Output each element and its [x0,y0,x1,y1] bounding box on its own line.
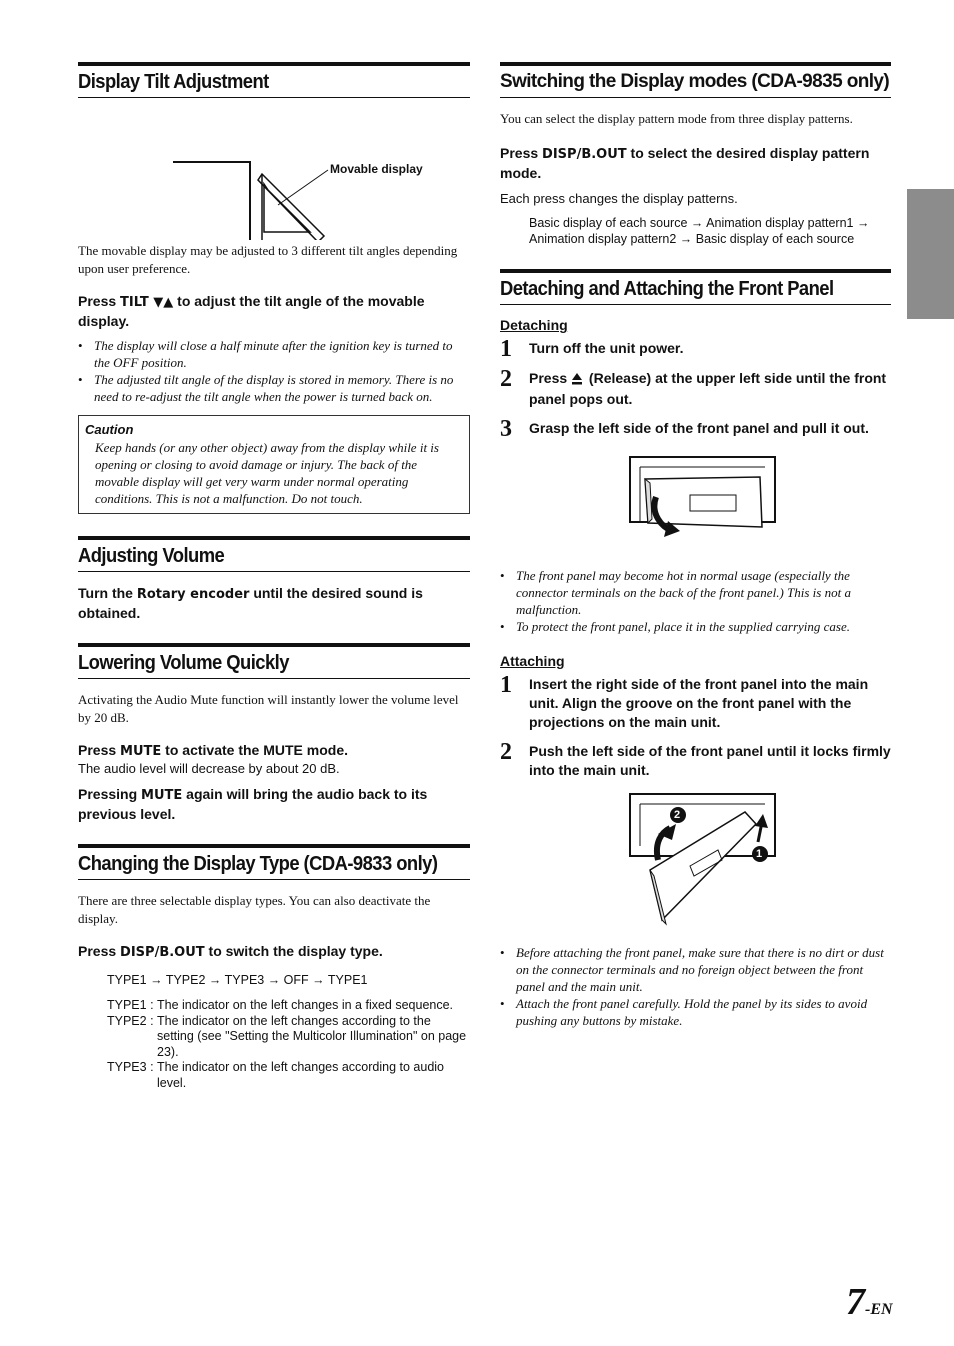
attach-step [500,739,891,780]
step-number: 3 [500,416,512,442]
type-key: TYPE2 : [107,1013,154,1028]
page-number-suffix: -EN [865,1301,893,1318]
step-number: 2 [500,366,512,392]
section-title: Switching the Display modes (CDA-9835 only) [500,71,890,92]
type-key: TYPE1 : [107,998,154,1012]
inst-text: again will bring the audio back to its previous level. [78,786,428,822]
right-column [500,62,891,1039]
lowering-intro: Activating the Audio Mute function will instantly lower the volume level by 20 dB. [78,692,459,725]
step-text: Push the left side of the front panel until it locks firmly into the main unit. [529,743,891,778]
note-item: • The front panel may become hot in normal usage (especially the connector terminals on the back of the front panel.) This is not a malfunction. [500,567,891,618]
inst-text: Press [78,943,121,959]
page-number [846,1280,893,1324]
tilt-key: TILT ▼▲ [120,295,174,310]
detaching-label: Detaching [500,317,568,333]
note-item: • To protect the front panel, place it in the supplied carrying case. [500,618,891,635]
section-header-panel [500,269,891,305]
mute-note: The audio level will decrease by about 20 dB. [78,761,340,776]
type-list [107,998,470,1091]
inst-text: Pressing [78,786,142,802]
detach-notes [500,567,891,635]
section-header-display-type [78,844,470,880]
section-title: Detaching and Attaching the Front Panel [500,278,834,300]
modes-sequence: Basic display of each source → Animation display pattern1 → Animation display pattern2 → Basic display of each source [529,216,870,246]
display-type-intro: There are three selectable display types. You can also deactivate the display. [78,893,431,926]
section-title: Changing the Display Type (CDA-9833 only) [78,853,438,875]
mute-key: MUTE [141,788,183,803]
type-desc: The indicator on the left changes according to audio level. [157,1060,444,1090]
detach-illustration [500,449,891,549]
step-text: Turn off the unit power. [529,340,684,356]
rotary-key: Rotary encoder [136,587,250,602]
type-row [107,1060,470,1091]
section-title: Adjusting Volume [78,545,225,567]
inst-text: to switch the display type. [204,943,383,959]
type-desc: The indicator on the left changes in a fixed sequence. [157,998,454,1012]
caution-box [78,415,470,514]
attaching-label: Attaching [500,653,565,669]
movable-display-label: Movable display [330,162,423,176]
modes-note: Each press changes the display patterns. [500,191,738,206]
disp-key: DISP/B.OUT [542,147,627,162]
note-item: • The display will close a half minute after the ignition key is turned to the OFF position. [78,337,470,371]
tilt-intro: The movable display may be adjusted to 3 different tilt angles depending upon user preference. [78,243,458,276]
detach-figure [500,449,891,549]
inst-text: to adjust the tilt angle of the movable display. [78,293,425,329]
section-header-tilt [78,62,470,98]
volume-instruction [78,584,470,623]
mute-instruction [78,741,470,761]
display-type-instruction [78,942,470,962]
detach-step [500,366,891,409]
attach-illustration [500,790,891,930]
step-text: Insert the right side of the front panel into the main unit. Align the groove on the front panel with the projections on the main unit. [529,676,869,730]
disp-key: DISP/B.OUT [120,945,205,960]
caution-text: Keep hands (or any other object) away from the display while it is opening or closing to avoid damage or injury. The back of the movable display will get very warm under normal operating conditions. This is not a malfunction. Do not touch. [95,440,439,506]
marker-2: 2 [674,809,681,821]
section-tab [907,189,954,319]
attach-notes [500,944,891,1029]
section-header-volume [78,536,470,572]
step-text: Grasp the left side of the front panel and pull it out. [529,420,869,436]
step-text-pre: Press [529,370,572,386]
page-number-value: 7 [846,1281,865,1323]
step-text-post: (Release) at the upper left side until the front panel pops out. [529,370,887,407]
type-row [107,1014,470,1061]
note-item: • Attach the front panel carefully. Hold the panel by its sides to avoid pushing any buttons by mistake. [500,995,891,1029]
type-key: TYPE3 : [107,1060,154,1074]
tilt-instruction [78,292,470,331]
eject-icon [571,371,583,390]
inst-text: to select the desired display pattern mode. [500,145,870,181]
section-header-lowering [78,643,470,679]
type-desc: The indicator on the left changes according to the setting (see "Setting the Multicolor Illumination" on page 23). [157,1013,467,1059]
note-item: • Before attaching the front panel, make sure that there is no dirt or dust on the connector terminals and no foreign object between the front panel and the main unit. [500,944,891,995]
attach-step [500,672,891,732]
inst-text: Press [500,145,543,161]
inst-text: to activate the MUTE mode. [161,742,348,758]
step-text [529,369,891,409]
type-sequence: TYPE1 → TYPE2 → TYPE3 → OFF → TYPE1 [107,973,368,987]
tilt-notes [78,337,470,405]
step-number: 2 [500,739,512,765]
section-header-modes [500,62,891,98]
detach-step [500,336,891,362]
inst-text: Turn the [78,585,137,601]
modes-intro: You can select the display pattern mode from three display patterns. [500,111,853,126]
marker-1: 1 [756,848,763,860]
section-title: Lowering Volume Quickly [78,652,289,674]
type-row [107,998,470,1014]
unmute-instruction [78,785,470,824]
section-title: Display Tilt Adjustment [78,71,269,93]
inst-text: Press [78,742,121,758]
note-item: • The adjusted tilt angle of the display is stored in memory. There is no need to re-adjust the tilt angle when the power is turned back on. [78,371,470,405]
left-column [78,62,470,1091]
inst-text: until the desired sound is obtained. [78,585,423,621]
mute-key: MUTE [120,744,162,759]
step-number: 1 [500,336,512,362]
detach-step [500,416,891,442]
caution-title: Caution [85,422,134,437]
modes-instruction [500,144,891,183]
tilt-figure [78,110,470,240]
attach-figure [500,790,891,930]
inst-text: Press [78,293,121,309]
step-number: 1 [500,672,512,698]
